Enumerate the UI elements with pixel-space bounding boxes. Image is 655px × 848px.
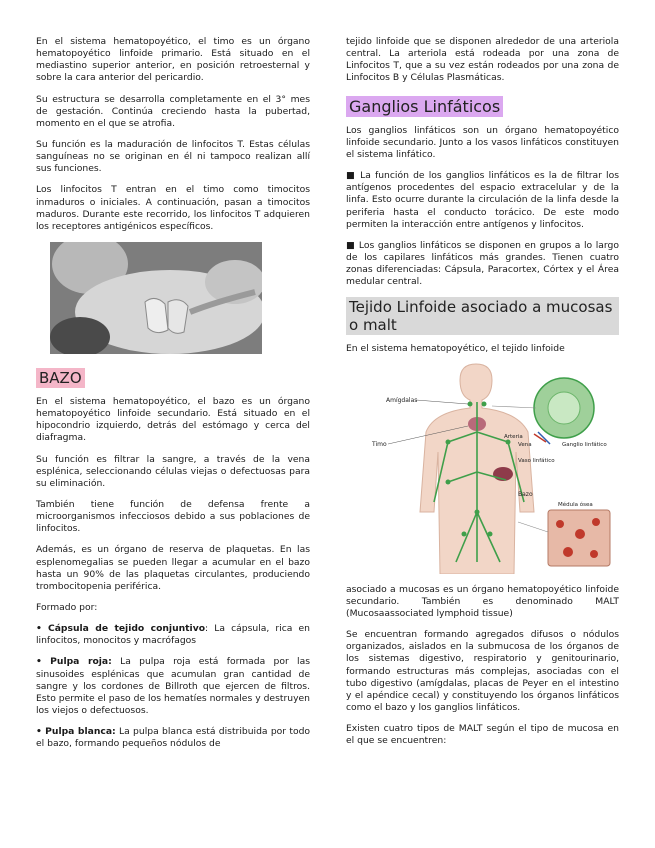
bazo-paragraph-3: También tiene función de defensa frente a microorganismos infecciosos debido a sus poblaciones de linfocitos. (36, 498, 310, 535)
pulpa-blanca-text: La pulpa blanca está distribuida por todo el bazo, formando pequeños nódulos de (36, 726, 311, 750)
bazo-paragraph-2: Su función es filtrar la sangre, a través de la vena esplénica, seleccionando células viejas o defectuosas para su eliminación. (36, 453, 310, 489)
ganglios-paragraph-2 (346, 170, 619, 231)
label-medula: Médula ósea (558, 501, 593, 508)
lymphatic-system-figure (368, 362, 616, 574)
ganglios-grupos-text: Los ganglios linfáticos se disponen en grupos a lo largo de los capilares linfáticos más grandes. Tienen cuatro zonas diferenciadas: Cápsula, Paracortex, Córtex y el Área medular central. (346, 239, 620, 288)
malt-paragraph-2: Se encuentran formando agregados difusos o nódulos organizados, aislados en la submucosa de los órganos de los sistemas digestivo, respiratorio y genitourinario, formando estructuras más complejas, asociadas con el tubo digestivo (amígdalas, placas de Peyer en el intestino y el apéndice cecal) y constituyendo los órganos linfáticos como el bazo y los ganglios linfáticos. (346, 629, 619, 713)
right-column (346, 36, 619, 756)
pulpa-blanca-term: Pulpa blanca: (45, 726, 116, 738)
bazo-item-pulpa-roja (36, 656, 310, 717)
infant-thymus-photo (50, 242, 262, 354)
capsula-text: : La cápsula, rica en linfocitos, monocitos y macrófagos (36, 623, 310, 647)
bazo-item-capsula (36, 623, 310, 647)
label-vaso: Vaso linfático (518, 457, 555, 464)
malt-paragraph-3: Existen cuatro tipos de MALT según el tipo de mucosa en el que se encuentren: (346, 723, 619, 747)
timo-paragraph-2: Su estructura se desarrolla completamente en el 3° mes de gestación. Continúa creciendo hasta la pubertad, momento en el que se atrofia. (36, 93, 310, 129)
ganglios-funcion-text: La función de los ganglios linfáticos es la de filtrar los antígenos procedentes del espacio extracelular y de la linfa. Esto ocurre durante la circulación de la linfa desde la periferia hasta el conducto torácico. De este modo permiten la interacción entre antígenos y linfocitos. (346, 170, 619, 230)
left-column (36, 36, 310, 759)
ganglios-paragraph-1: Los ganglios linfáticos son un órgano hematopoyético linfoide secundario. Junto a los vasos linfáticos constituyen el sistema linfático. (346, 124, 619, 161)
bazo-heading: BAZO (36, 368, 85, 388)
timo-paragraph-1: En el sistema hematopoyético, el timo es un órgano hematopoyético linfoide primario. Está situado en el mediastino superior anterior, en posición retroesternal y sobre la cara anterior del pericardio. (36, 36, 310, 84)
bullet: • (36, 623, 42, 635)
label-bazo: Bazo (518, 490, 533, 498)
capsula-term: Cápsula de tejido conjuntivo (47, 623, 206, 635)
infant-thymus-image (50, 242, 262, 354)
label-timo: Timo (372, 440, 387, 448)
ganglios-paragraph-3 (346, 240, 619, 289)
pulpa-roja-term: Pulpa roja: (50, 656, 112, 668)
label-arteria: Arteria (504, 433, 523, 440)
malt-heading: Tejido Linfoide asociado a mucosas o malt (346, 297, 619, 335)
bazo-paragraph-4: Además, es un órgano de reserva de plaquetas. En las esplenomegalias se pueden llegar a acumular en el bazo hasta un 90% de las plaquetas circulantes, produciendo trombocitopenia periférica. (36, 544, 310, 592)
ganglios-heading: Ganglios Linfáticos (346, 96, 503, 117)
pulpa-roja-text: La pulpa roja está formada por las sinusoides esplénicas que acumulan gran cantidad de sangre y los cordones de Billroth que ejercen de filtros. Esto permite el paso de los hematíes normales y destruyen los viejos o defectuosos. (36, 656, 311, 716)
bazo-paragraph-1: En el sistema hematopoyético, el bazo es un órgano hematopoyético linfoide secundario. Está situado en el hipocondrio izquierdo, detrás del estómago y cerca del diafragma. (36, 395, 310, 444)
pulpa-blanca-continuation: tejido linfoide que se disponen alrededor de una arteriola central. La arteriola está rodeada por una zona de Linfocitos T, que a su vez están rodeados por una zona de Linfocitos B y Células Plasmáticas. (346, 36, 619, 84)
label-vena: Vena (518, 441, 532, 448)
bazo-item-pulpa-blanca (36, 726, 310, 750)
malt-paragraph-1: asociado a mucosas es un órgano hematopoyético linfoide secundario. También es denominado MALT (Mucosaassociated lymphoid tissue) (346, 583, 619, 619)
timo-paragraph-4: Los linfocitos T entran en el timo como timocitos inmaduros o iniciales. A continuación, pasan a timocitos maduros. Durante este recorrido, los linfocitos T adquieren los receptores antigénicos específicos. (36, 184, 310, 232)
square-bullet-icon: ■ (346, 170, 356, 182)
label-ganglio: Ganglio linfático (562, 441, 607, 448)
label-amigdalas: Amígdalas (386, 396, 418, 404)
malt-intro: En el sistema hematopoyético, el tejido linfoide (346, 343, 565, 355)
formado-por-label: Formado por: (36, 601, 98, 613)
bullet: • (36, 656, 42, 668)
square-bullet-icon: ■ (346, 239, 356, 251)
bullet: • (36, 726, 42, 738)
timo-paragraph-3: Su función es la maduración de linfocitos T. Estas células sanguíneas no se originan en él ni tampoco realizan allí sus funciones. (36, 138, 310, 175)
